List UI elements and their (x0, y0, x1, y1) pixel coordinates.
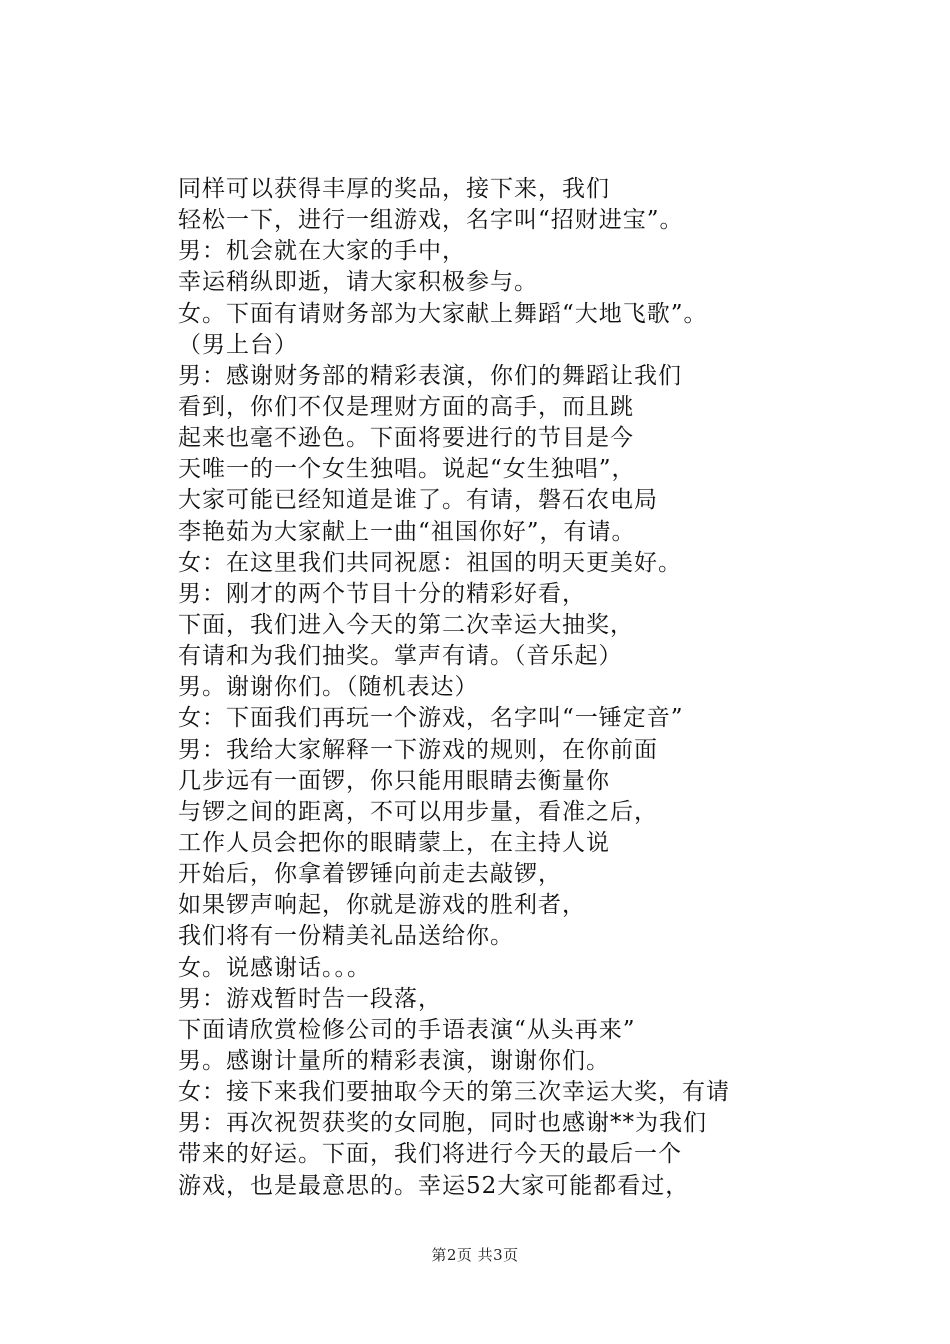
text-line: 女：接下来我们要抽取今天的第三次幸运大奖，有请 (178, 1079, 730, 1106)
text-line: 我们将有一份精美礼品送给你。 (178, 923, 514, 950)
text-line: 开始后，你拿着锣锤向前走去敲锣， (178, 861, 562, 888)
text-line: 有请和为我们抽奖。掌声有请。（音乐起） (178, 643, 623, 670)
text-line: 几步远有一面锣，你只能用眼睛去衡量你 (178, 767, 610, 794)
text-line: 男：游戏暂时告一段落， (178, 985, 442, 1012)
text-line: 看到，你们不仅是理财方面的高手，而且跳 (178, 393, 634, 420)
text-line: 男。感谢计量所的精彩表演，谢谢你们。 (178, 1047, 610, 1074)
text-line: 下面，我们进入今天的第二次幸运大抽奖， (178, 611, 634, 638)
text-line: 与锣之间的距离，不可以用步量，看准之后， (178, 798, 658, 825)
text-line: 男：我给大家解释一下游戏的规则，在你前面 (178, 736, 658, 763)
text-line: 起来也毫不逊色。下面将要进行的节目是今 (178, 425, 634, 452)
text-line: 如果锣声响起，你就是游戏的胜利者， (178, 892, 586, 919)
document-body (178, 174, 898, 1202)
text-line: 幸运稍纵即逝，请大家积极参与。 (178, 269, 538, 296)
text-line: 轻松一下，进行一组游戏，名字叫“招财进宝”。 (178, 207, 684, 234)
text-line: 男：再次祝贺获奖的女同胞，同时也感谢**为我们 (178, 1110, 707, 1137)
text-line: 李艳茹为大家献上一曲“祖国你好”，有请。 (178, 518, 636, 545)
text-line: 天唯一的一个女生独唱。说起“女生独唱”， (178, 456, 636, 483)
text-line: 大家可能已经知道是谁了。有请，磐石农电局 (178, 487, 658, 514)
text-line: 女。下面有请财务部为大家献上舞蹈“大地飞歌”。 (178, 300, 708, 327)
text-line: 工作人员会把你的眼睛蒙上，在主持人说 (178, 829, 610, 856)
text-line: 带来的好运。下面，我们将进行今天的最后一个 (178, 1141, 682, 1168)
text-line: 游戏，也是最意思的。幸运52大家可能都看过， (178, 1172, 690, 1199)
text-line: 男：机会就在大家的手中， (178, 238, 466, 265)
page-footer (0, 1244, 950, 1265)
text-line: 女。说感谢话。。。 (178, 954, 371, 981)
text-line: 男：感谢财务部的精彩表演，你们的舞蹈让我们 (178, 362, 682, 389)
text-line: 女：下面我们再玩一个游戏，名字叫“一锤定音” (178, 705, 684, 732)
text-line: 女：在这里我们共同祝愿：祖国的明天更美好。 (178, 549, 682, 576)
text-line: 下面请欣赏检修公司的手语表演“从头再来” (178, 1016, 636, 1043)
page-number: 第2页 共3页 (431, 1246, 519, 1264)
text-line: 男。谢谢你们。（随机表达） (178, 674, 479, 701)
text-line: （男上台） (178, 331, 298, 358)
text-line: 同样可以获得丰厚的奖品，接下来，我们 (178, 176, 610, 202)
text-line: 男：刚才的两个节目十分的精彩好看， (178, 580, 586, 607)
